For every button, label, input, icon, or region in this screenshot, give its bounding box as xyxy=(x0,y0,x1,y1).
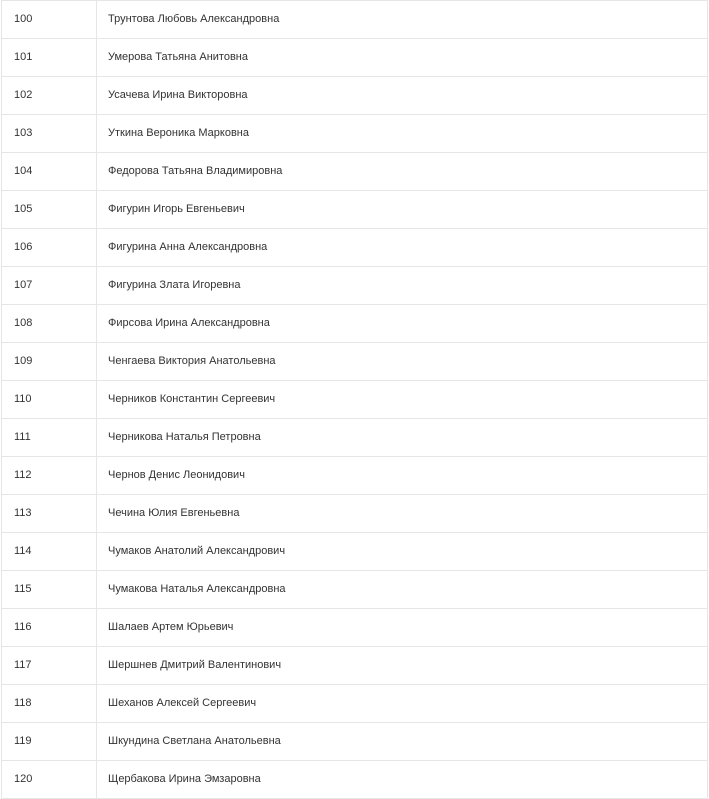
person-name: Ченгаева Виктория Анатольевна xyxy=(97,343,708,381)
row-number: 107 xyxy=(2,267,97,305)
person-name: Умерова Татьяна Анитовна xyxy=(97,39,708,77)
participants-table xyxy=(1,0,708,799)
table-row xyxy=(2,761,708,799)
row-number: 117 xyxy=(2,647,97,685)
table-row xyxy=(2,267,708,305)
row-number: 118 xyxy=(2,685,97,723)
table-row xyxy=(2,685,708,723)
table-row xyxy=(2,191,708,229)
person-name: Чумакова Наталья Александровна xyxy=(97,571,708,609)
row-number: 119 xyxy=(2,723,97,761)
person-name: Уткина Вероника Марковна xyxy=(97,115,708,153)
row-number: 115 xyxy=(2,571,97,609)
row-number: 104 xyxy=(2,153,97,191)
person-name: Усачева Ирина Викторовна xyxy=(97,77,708,115)
row-number: 100 xyxy=(2,1,97,39)
row-number: 106 xyxy=(2,229,97,267)
table-row xyxy=(2,419,708,457)
table-row xyxy=(2,495,708,533)
table-row xyxy=(2,381,708,419)
person-name: Чумаков Анатолий Александрович xyxy=(97,533,708,571)
table-row xyxy=(2,609,708,647)
row-number: 110 xyxy=(2,381,97,419)
row-number: 105 xyxy=(2,191,97,229)
row-number: 120 xyxy=(2,761,97,799)
table-row xyxy=(2,229,708,267)
table-row xyxy=(2,647,708,685)
person-name: Чернов Денис Леонидович xyxy=(97,457,708,495)
table-row xyxy=(2,723,708,761)
person-name: Чечина Юлия Евгеньевна xyxy=(97,495,708,533)
person-name: Черникова Наталья Петровна xyxy=(97,419,708,457)
table-row xyxy=(2,39,708,77)
row-number: 116 xyxy=(2,609,97,647)
person-name: Федорова Татьяна Владимировна xyxy=(97,153,708,191)
row-number: 109 xyxy=(2,343,97,381)
row-number: 112 xyxy=(2,457,97,495)
table-row xyxy=(2,305,708,343)
participants-table-container xyxy=(1,0,707,799)
person-name: Шалаев Артем Юрьевич xyxy=(97,609,708,647)
person-name: Фигурин Игорь Евгеньевич xyxy=(97,191,708,229)
row-number: 111 xyxy=(2,419,97,457)
person-name: Шкундина Светлана Анатольевна xyxy=(97,723,708,761)
table-row xyxy=(2,343,708,381)
table-row xyxy=(2,457,708,495)
person-name: Щербакова Ирина Эмзаровна xyxy=(97,761,708,799)
person-name: Шеханов Алексей Сергеевич xyxy=(97,685,708,723)
table-row xyxy=(2,115,708,153)
table-body xyxy=(2,1,708,799)
row-number: 113 xyxy=(2,495,97,533)
table-row xyxy=(2,571,708,609)
row-number: 103 xyxy=(2,115,97,153)
table-row xyxy=(2,77,708,115)
table-row xyxy=(2,1,708,39)
row-number: 101 xyxy=(2,39,97,77)
row-number: 114 xyxy=(2,533,97,571)
table-row xyxy=(2,153,708,191)
row-number: 108 xyxy=(2,305,97,343)
person-name: Фирсова Ирина Александровна xyxy=(97,305,708,343)
person-name: Шершнев Дмитрий Валентинович xyxy=(97,647,708,685)
person-name: Фигурина Анна Александровна xyxy=(97,229,708,267)
person-name: Черников Константин Сергеевич xyxy=(97,381,708,419)
person-name: Трунтова Любовь Александровна xyxy=(97,1,708,39)
person-name: Фигурина Злата Игоревна xyxy=(97,267,708,305)
row-number: 102 xyxy=(2,77,97,115)
table-row xyxy=(2,533,708,571)
